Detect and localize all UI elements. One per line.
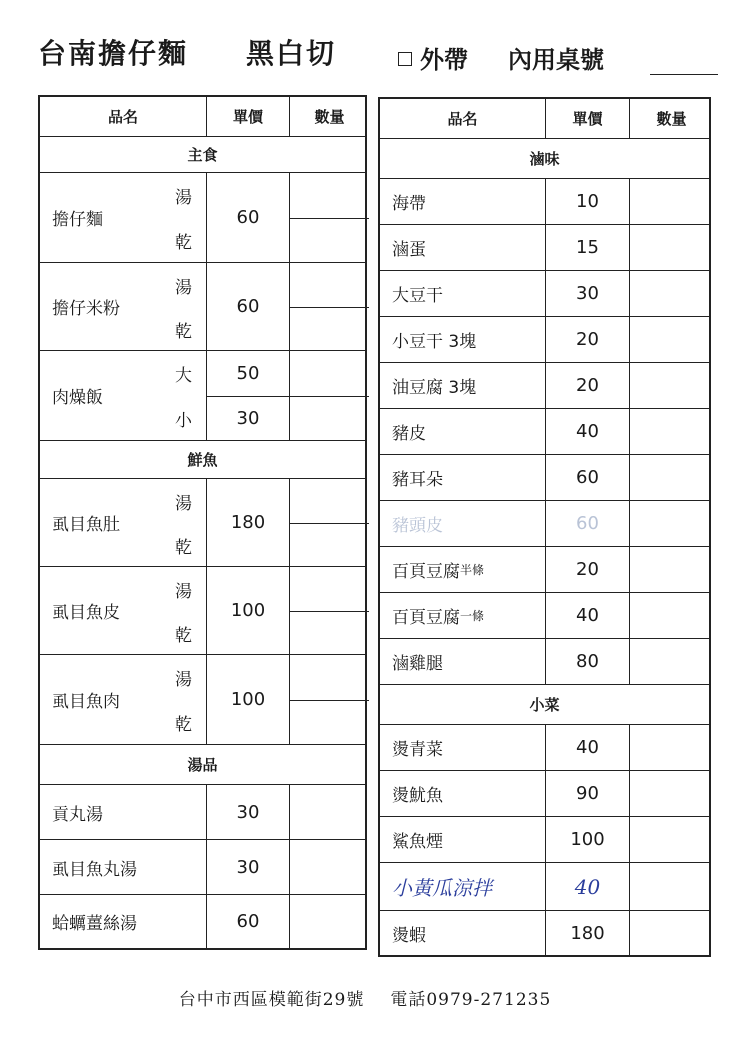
item-option: 乾 xyxy=(175,233,192,253)
menu-item-row xyxy=(40,351,365,441)
restaurant-subtitle: 黑白切 xyxy=(246,37,337,70)
right-menu-table xyxy=(378,97,711,957)
qty-cell[interactable] xyxy=(629,271,713,316)
menu-item-row xyxy=(40,655,365,745)
item-name-cell xyxy=(380,547,545,592)
menu-item-row xyxy=(380,593,709,639)
qty-cell[interactable] xyxy=(629,225,713,270)
menu-item-row xyxy=(40,895,365,948)
item-option: 乾 xyxy=(175,537,192,558)
footer-address: 台中市西區模範街29號 xyxy=(178,990,365,1010)
qty-cell[interactable] xyxy=(629,771,713,816)
menu-item-row xyxy=(40,263,365,351)
qty-cell[interactable] xyxy=(289,895,369,948)
item-option: 乾 xyxy=(175,715,192,735)
takeout-label: 外帶 xyxy=(420,46,468,74)
table-header-row xyxy=(380,99,709,139)
item-option: 湯 xyxy=(175,493,192,514)
item-price-faded: 60 xyxy=(545,501,629,546)
qty-cell[interactable] xyxy=(289,567,369,654)
header-qty: 數量 xyxy=(289,97,369,136)
item-name-suffix: 半條 xyxy=(460,563,485,577)
menu-item-row xyxy=(40,479,365,567)
item-name: 豬皮 xyxy=(392,424,426,444)
item-price: 80 xyxy=(545,639,629,684)
qty-cell[interactable] xyxy=(629,317,713,362)
item-price: 40 xyxy=(545,725,629,770)
menu-item-row xyxy=(380,363,709,409)
item-name: 虱目魚丸湯 xyxy=(52,859,137,880)
header-name: 品名 xyxy=(447,110,478,128)
menu-item-row xyxy=(380,817,709,863)
item-price: 15 xyxy=(545,225,629,270)
menu-item-row xyxy=(380,771,709,817)
menu-item-row xyxy=(380,911,709,955)
item-price: 10 xyxy=(545,179,629,224)
qty-cell[interactable] xyxy=(629,817,713,862)
header-qty: 數量 xyxy=(629,99,713,138)
item-option: 湯 xyxy=(175,277,192,298)
item-price: 30 xyxy=(545,271,629,316)
section-title: 湯品 xyxy=(187,756,218,774)
item-price: 50 xyxy=(236,363,260,384)
menu-item-row xyxy=(380,725,709,771)
qty-cell[interactable] xyxy=(289,655,369,744)
qty-cell[interactable] xyxy=(629,639,713,684)
menu-item-row xyxy=(380,225,709,271)
item-name: 虱目魚肉 xyxy=(52,692,120,712)
item-name: 百頁豆腐 xyxy=(392,608,460,628)
section-title: 鮮魚 xyxy=(187,451,218,469)
menu-item-row xyxy=(380,455,709,501)
item-price: 60 xyxy=(206,263,289,350)
section-header xyxy=(380,685,709,725)
header-name: 品名 xyxy=(107,108,138,126)
item-name: 油豆腐 3塊 xyxy=(392,378,477,398)
item-price: 30 xyxy=(206,840,289,894)
qty-cell[interactable] xyxy=(629,455,713,500)
item-price: 60 xyxy=(206,895,289,948)
left-menu-table xyxy=(38,95,367,950)
qty-cell[interactable] xyxy=(629,363,713,408)
section-title: 主食 xyxy=(187,146,218,164)
item-price-handwritten: 40 xyxy=(545,863,629,910)
takeout-checkbox[interactable] xyxy=(398,52,412,66)
section-header xyxy=(40,745,365,785)
menu-item-row xyxy=(40,567,365,655)
footer-phone: 電話0979-271235 xyxy=(390,990,552,1010)
item-name: 海帶 xyxy=(392,194,426,214)
table-header-row xyxy=(40,97,365,137)
menu-item-row xyxy=(40,173,365,263)
qty-cell[interactable] xyxy=(289,173,369,262)
header xyxy=(38,30,723,82)
menu-item-row xyxy=(380,179,709,225)
item-name: 鯊魚煙 xyxy=(392,832,443,852)
menu-item-row xyxy=(380,547,709,593)
qty-cell[interactable] xyxy=(629,501,713,546)
header-price: 單價 xyxy=(206,97,289,136)
item-name-suffix: 一條 xyxy=(460,609,485,623)
menu-item-row xyxy=(380,271,709,317)
item-name: 滷蛋 xyxy=(392,240,426,260)
item-price: 20 xyxy=(545,317,629,362)
qty-cell[interactable] xyxy=(289,785,369,839)
qty-cell[interactable] xyxy=(629,863,713,910)
item-price: 20 xyxy=(545,363,629,408)
item-name: 燙青菜 xyxy=(392,740,443,760)
header-price: 單價 xyxy=(545,99,629,138)
qty-cell[interactable] xyxy=(289,351,369,440)
item-name-cell xyxy=(380,593,545,638)
item-name: 小豆干 3塊 xyxy=(392,332,477,352)
dinein-label: 內用桌號 xyxy=(508,46,604,74)
item-name: 滷雞腿 xyxy=(392,654,443,674)
item-price: 100 xyxy=(206,655,289,744)
item-name: 肉燥飯 xyxy=(52,388,103,408)
table-number-field[interactable] xyxy=(650,74,718,75)
item-price: 60 xyxy=(206,173,289,262)
item-price: 90 xyxy=(545,771,629,816)
item-price: 100 xyxy=(206,567,289,654)
item-price: 30 xyxy=(236,408,260,429)
item-name: 百頁豆腐 xyxy=(392,562,460,582)
item-option: 乾 xyxy=(175,321,192,342)
item-name: 擔仔米粉 xyxy=(52,299,120,319)
item-name: 大豆干 xyxy=(392,286,443,306)
item-option: 湯 xyxy=(175,670,192,690)
item-option: 湯 xyxy=(175,188,192,208)
item-name: 虱目魚皮 xyxy=(52,603,120,623)
section-header xyxy=(380,139,709,179)
item-name: 貢丸湯 xyxy=(52,804,103,825)
qty-cell[interactable] xyxy=(629,911,713,955)
item-price: 180 xyxy=(545,911,629,955)
item-price: 40 xyxy=(545,409,629,454)
section-title: 滷味 xyxy=(529,150,560,168)
qty-cell[interactable] xyxy=(629,409,713,454)
item-name-handwritten: 小黃瓜涼拌 xyxy=(392,876,492,900)
qty-cell[interactable] xyxy=(289,263,369,350)
item-price: 40 xyxy=(545,593,629,638)
item-name: 虱目魚肚 xyxy=(52,515,120,535)
menu-item-row xyxy=(380,863,709,911)
item-name-faded: 豬頭皮 xyxy=(392,516,443,536)
menu-item-row xyxy=(40,840,365,895)
item-name: 燙蝦 xyxy=(392,925,426,946)
qty-cell[interactable] xyxy=(629,725,713,770)
item-price: 180 xyxy=(206,479,289,566)
item-price: 60 xyxy=(545,455,629,500)
qty-cell[interactable] xyxy=(629,593,713,638)
qty-cell[interactable] xyxy=(289,840,369,894)
menu-item-row xyxy=(40,785,365,840)
menu-item-row xyxy=(380,639,709,685)
item-name: 擔仔麵 xyxy=(52,210,103,230)
section-header xyxy=(40,441,365,479)
footer xyxy=(0,985,730,1010)
menu-item-row xyxy=(380,409,709,455)
item-option: 湯 xyxy=(175,581,192,602)
item-price: 20 xyxy=(545,547,629,592)
item-name: 豬耳朵 xyxy=(392,470,443,490)
menu-item-row xyxy=(380,317,709,363)
section-title: 小菜 xyxy=(529,696,560,714)
qty-cell[interactable] xyxy=(629,179,713,224)
item-price: 30 xyxy=(206,785,289,839)
item-name: 燙魷魚 xyxy=(392,786,443,806)
item-option: 小 xyxy=(175,411,192,431)
item-option: 大 xyxy=(175,366,192,386)
qty-cell[interactable] xyxy=(629,547,713,592)
item-name: 蛤蠣薑絲湯 xyxy=(52,914,137,934)
section-header xyxy=(40,137,365,173)
item-price: 100 xyxy=(545,817,629,862)
item-option: 乾 xyxy=(175,625,192,646)
restaurant-title: 台南擔仔麵 xyxy=(38,37,189,70)
menu-item-row xyxy=(380,501,709,547)
qty-cell[interactable] xyxy=(289,479,369,566)
